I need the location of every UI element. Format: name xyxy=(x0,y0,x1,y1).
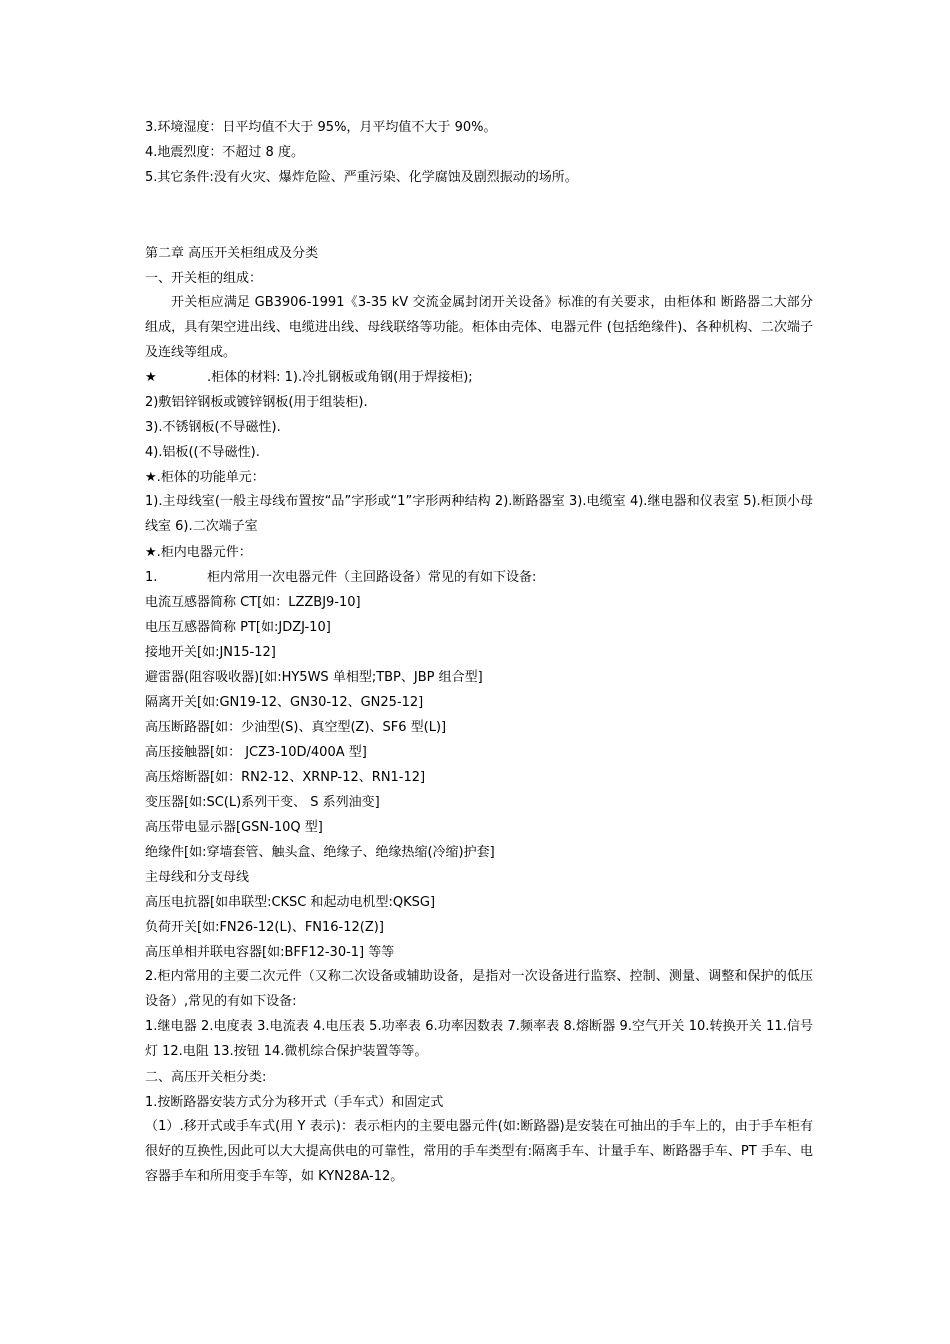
star-bullet: ★ xyxy=(145,370,157,385)
section-composition: 一、开关柜的组成： xyxy=(145,271,263,286)
primary-components-heading xyxy=(145,569,536,587)
functions-title: ★.柜体的功能单元： xyxy=(145,470,265,485)
components-title: ★.柜内电器元件： xyxy=(145,545,252,560)
list-item: 主母线和分支母线 xyxy=(145,870,250,885)
env-other: 5.其它条件:没有火灾、爆炸危险、严重污染、化学腐蚀及剧烈振动的场所。 xyxy=(145,170,578,185)
list-item: 接地开关[如:JN15-12] xyxy=(145,645,276,660)
list-item: 避雷器(阻容吸收器)[如:HY5WS 单相型;TBP、JBP 组合型] xyxy=(145,670,483,685)
list-item: 高压熔断器[如：RN2-12、XRNP-12、RN1-12] xyxy=(145,770,426,785)
classification-title: 二、高压开关柜分类: xyxy=(145,1070,267,1085)
functions-text: 1).主母线室(一般主母线布置按“品”字形或“1”字形两种结构 2).断路器室 3).电缆室 4).继电器和仪表室 5).柜顶小母线室 6).二次端子室 xyxy=(145,494,813,534)
materials-line-4: 4).铝板((不导磁性). xyxy=(145,445,260,460)
list-item: 负荷开关[如:FN26-12(L)、FN16-12(Z)] xyxy=(145,920,384,935)
list-item: 高压断路器[如：少油型(S)、真空型(Z)、SF6 型(L)] xyxy=(145,720,447,735)
list-item: 电流互感器简称 CT[如：LZZBJ9-10] xyxy=(145,595,361,610)
list-item: 高压电抗器[如串联型:CKSC 和起动电机型:QKSG] xyxy=(145,895,436,910)
env-humidity: 3.环境湿度：日平均值不大于 95%，月平均值不大于 90%。 xyxy=(145,120,497,135)
list-item: 隔离开关[如:GN19-12、GN30-12、GN25-12] xyxy=(145,695,424,710)
materials-line-3: 3).不锈钢板(不导磁性). xyxy=(145,420,281,435)
chapter-title: 第二章 高压开关柜组成及分类 xyxy=(145,246,319,261)
materials-line-2: 2)敷铝锌钢板或镀锌钢板(用于组装柜). xyxy=(145,395,368,410)
materials-line-1 xyxy=(145,369,473,387)
env-seismic: 4.地震烈度：不超过 8 度。 xyxy=(145,145,304,160)
secondary-components-list: 1.继电器 2.电度表 3.电流表 4.电压表 5.功率表 6.功率因数表 7.频率表 8.熔断器 9.空气开关 10.转换开关 11.信号灯 12.电阻 13.按钮 14.微机综合保护装置等等。 xyxy=(145,1019,813,1059)
list-item: 电压互感器简称 PT[如:JDZJ-10] xyxy=(145,620,331,635)
list-item: 绝缘件[如:穿墙套管、触头盒、绝缘子、绝缘热缩(冷缩)护套] xyxy=(145,845,495,860)
classification-item-1-desc: （1）.移开式或手车式(用 Y 表示)：表示柜内的主要电器元件(如:断路器)是安装在可抽出的手车上的，由于手车柜有很好的互换性,因此可以大大提高供电的可靠性，常用的手车类型有:隔离手车、计量手车、断路器手车、PT 手车、电容器手车和所用变手车等，如 KYN28A-12。 xyxy=(145,1119,813,1184)
list-item: 变压器[如:SC(L)系列干变、 S 系列油变] xyxy=(145,795,380,810)
list-item: 高压接触器[如： JCZ3-10D/400A 型] xyxy=(145,745,367,760)
list-item: 高压带电显示器[GSN-10Q 型] xyxy=(145,820,323,835)
secondary-components: 2.柜内常用的主要二次元件（又称二次设备或辅助设备，是指对一次设备进行监察、控制、测量、调整和保护的低压设备）,常见的有如下设备: xyxy=(145,969,813,1009)
list-item: 高压单相并联电容器[如:BFF12-30-1] 等等 xyxy=(145,945,395,960)
primary-number: 1. xyxy=(145,570,158,585)
materials-text-1: .柜体的材料: 1).冷扎钢板或角钢(用于焊接柜); xyxy=(207,370,473,385)
primary-title: 柜内常用一次电器元件（主回路设备）常见的有如下设备: xyxy=(207,570,537,585)
composition-intro: 开关柜应满足 GB3906-1991《3-35 kV 交流金属封闭开关设备》标准的有关要求，由柜体和 断路器二大部分组成，具有架空进出线、电缆进出线、母线联络等功能。柜体由壳体、电器元件 (包括绝缘件)、各种机构、二次端子及连线等组成。 xyxy=(145,295,813,360)
classification-item-1: 1.按断路器安装方式分为移开式（手车式）和固定式 xyxy=(145,1095,444,1110)
